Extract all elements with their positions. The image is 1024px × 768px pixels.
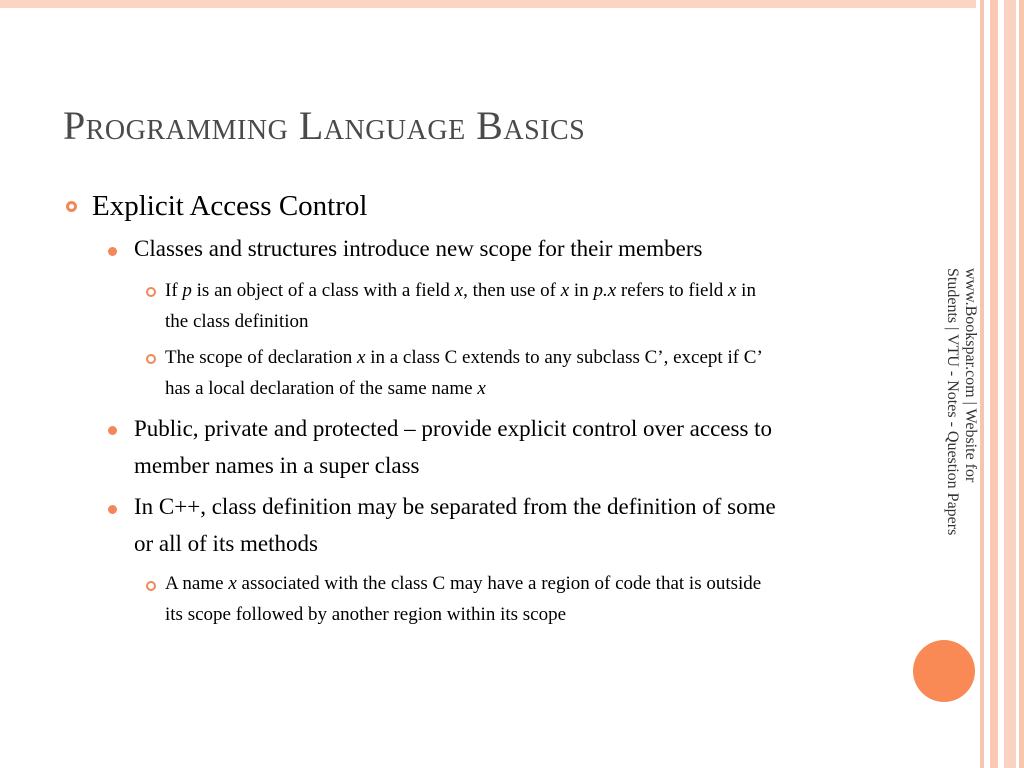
- watermark-line-2: Students | VTU - Notes - Question Papers: [944, 268, 961, 536]
- watermark-line-1: www.Bookspar.com | Website for: [962, 268, 979, 483]
- subbullet-subclass-scope-line2: has a local declaration of the same name x: [165, 378, 486, 399]
- subbullet-field-access-line1: If p is an object of a class with a field x, then use of x in p.x refers to field x in: [165, 280, 756, 301]
- subbullet-region-line1: A name x associated with the class C may have a region of code that is outside: [165, 573, 762, 594]
- subbullet-subclass-scope-line1: The scope of declaration x in a class C extends to any subclass C’, except if C’: [165, 347, 763, 368]
- ring-bullet-icon: [66, 201, 77, 212]
- dot-bullet-icon: [108, 247, 117, 256]
- dot-bullet-icon: [108, 426, 117, 435]
- top-border: [0, 0, 1024, 8]
- subbullet-region-line2: its scope followed by another region within its scope: [165, 604, 567, 625]
- level1-heading: Explicit Access Control: [92, 190, 368, 222]
- bullet-scope-members: Classes and structures introduce new scope for their members: [134, 236, 703, 261]
- dot-bullet-icon: [108, 505, 117, 514]
- vertical-watermark: [943, 268, 979, 535]
- ring-bullet-icon: [146, 581, 156, 591]
- bullet-cpp-methods-line1: In C++, class definition may be separated from the definition of some: [134, 494, 776, 519]
- orange-circle-decoration: [913, 640, 975, 702]
- bullet-access-control-line1: Public, private and protected – provide explicit control over access to: [134, 416, 773, 441]
- ring-bullet-icon: [146, 354, 156, 364]
- bullet-access-control-line2: member names in a super class: [134, 453, 420, 478]
- bullet-cpp-methods-line2: or all of its methods: [134, 531, 318, 556]
- subbullet-field-access-line2: the class definition: [165, 311, 309, 332]
- ring-bullet-icon: [146, 287, 156, 297]
- slide-title: Programming Language Basics: [63, 103, 586, 148]
- right-decorative-stripes: [976, 0, 1024, 768]
